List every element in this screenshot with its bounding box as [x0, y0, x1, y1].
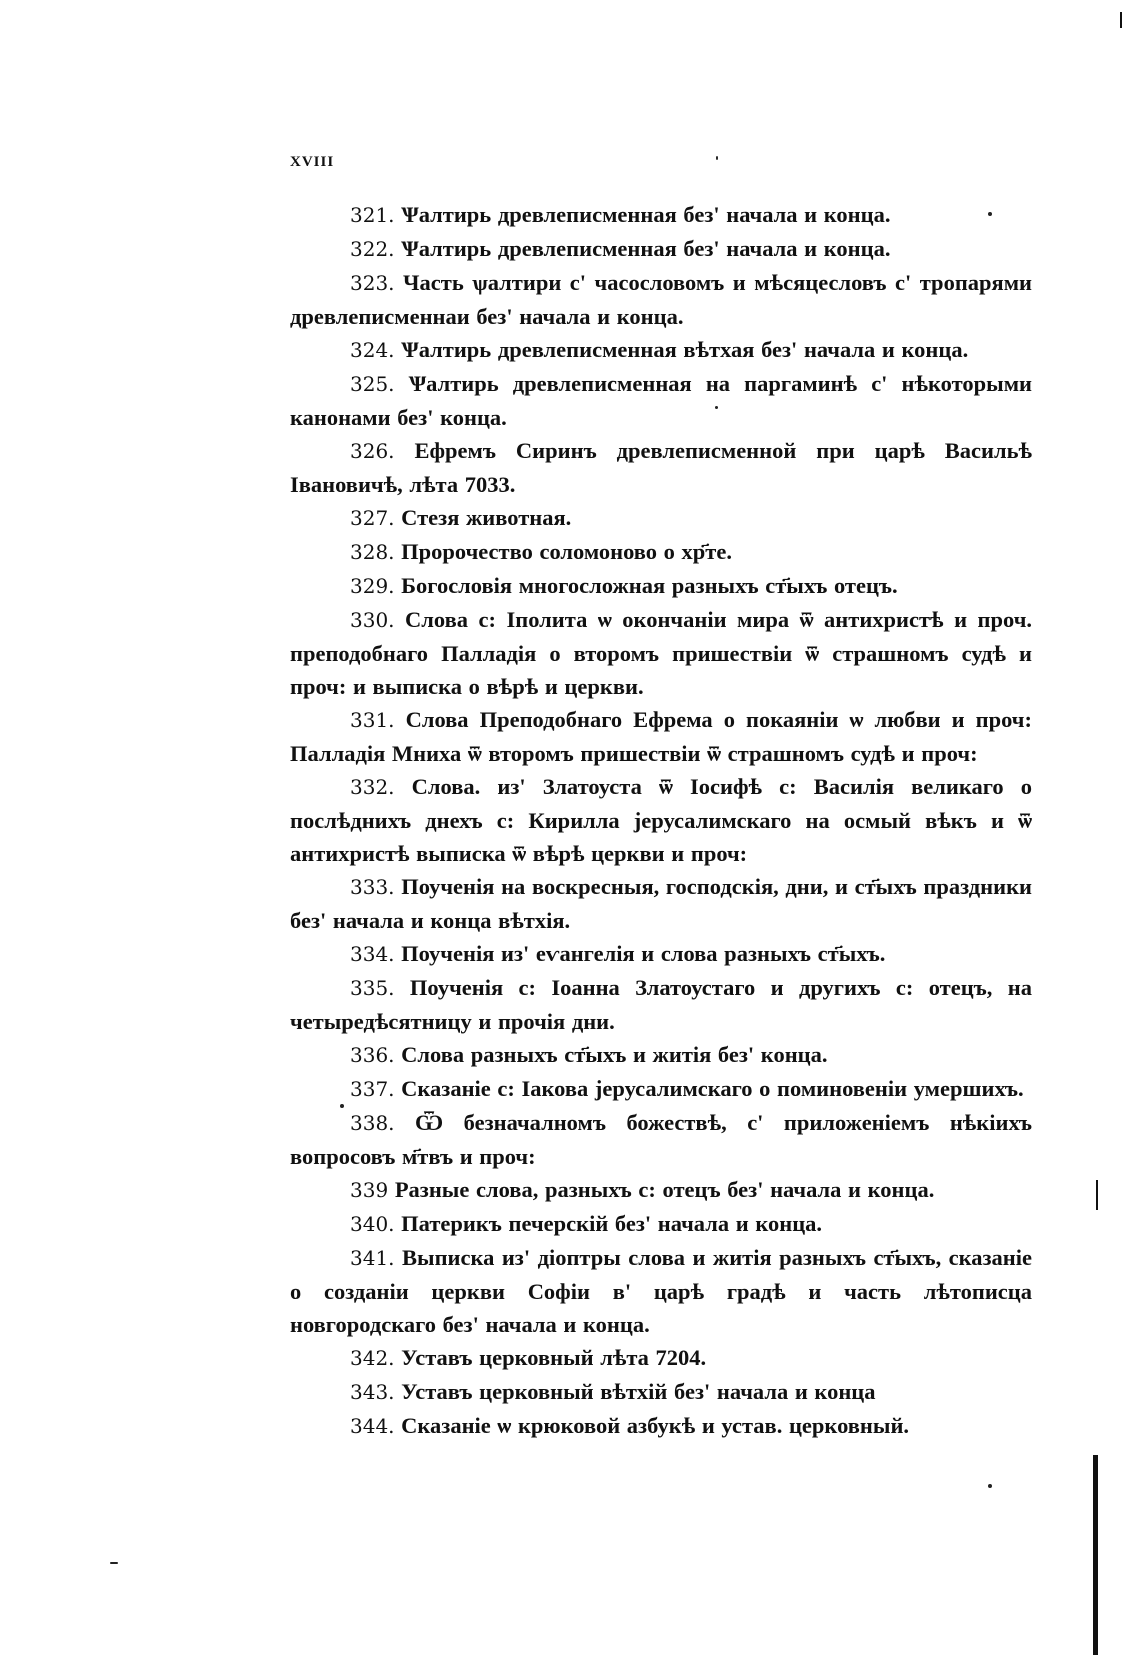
catalog-entry — [290, 1409, 1032, 1443]
entry-number: 326. — [350, 439, 395, 463]
catalog-entry — [290, 1038, 1032, 1072]
entry-text: Разные слова, разныхъ с: отецъ без' начала и конца. — [394, 1177, 935, 1202]
entry-text: Ѱалтирь древлеписменная вѣтхая без' начала и конца. — [401, 337, 969, 362]
entry-text: Поученія с: Іоанна Златоустаго и другихъ с: отецъ, на четыредѣсятницу и прочія дни. — [290, 975, 1033, 1034]
catalog-entry — [290, 1241, 1032, 1341]
scan-edge-line — [1096, 1180, 1098, 1210]
entry-text: Ѱалтирь древлеписменная без' начала и конца. — [401, 202, 891, 227]
entry-number: 339 — [350, 1178, 389, 1202]
scan-speck — [716, 156, 718, 160]
entry-number: 337. — [350, 1077, 395, 1101]
entry-text: Ефремъ Сиринъ древлеписменной при царѣ Васильѣ Івановичѣ, лѣта 7033. — [290, 438, 1032, 497]
scan-speck — [715, 406, 718, 409]
catalog-entry — [290, 232, 1032, 266]
entry-number: 341. — [350, 1246, 395, 1270]
catalog-entry — [290, 971, 1032, 1038]
entry-number: 327. — [350, 506, 395, 530]
catalog-entry — [290, 1341, 1032, 1375]
catalog-entry — [290, 703, 1032, 770]
catalog-entry — [290, 603, 1032, 703]
catalog-entry — [290, 434, 1032, 501]
entry-text: Уставъ церковный лѣта 7204. — [401, 1345, 707, 1370]
entry-number: 342. — [350, 1346, 395, 1370]
catalog-entry — [290, 1207, 1032, 1241]
entry-text: Богословія многосложная разныхъ ст҃ыхъ отецъ. — [401, 573, 898, 598]
entry-number: 340. — [350, 1212, 395, 1236]
entry-number: 333. — [350, 875, 395, 899]
catalog-entry — [290, 770, 1032, 870]
entry-number: 328. — [350, 540, 395, 564]
scan-speck — [340, 1104, 344, 1108]
entry-number: 322. — [350, 237, 395, 261]
entry-text: Слова с: Іполита ѡ окончаніи мира ѿ антихристѣ и проч. преподобнаго Палладія о второмъ пришествіи ѿ страшномъ судѣ и проч: и выписка о вѣрѣ и церкви. — [290, 607, 1033, 699]
entry-text: Ѿ безначалномъ божествѣ, с' приложеніемъ нѣкіихъ вопросовъ м҃твъ и проч: — [290, 1110, 1032, 1169]
entry-number: 323. — [350, 271, 395, 295]
entry-text: Слова разныхъ ст҃ыхъ и житія без' конца. — [401, 1042, 828, 1067]
catalog-entry — [290, 198, 1032, 232]
entry-number: 331. — [350, 708, 395, 732]
entry-text: Выписка из' діоптры слова и житія разныхъ ст҃ыхъ, сказаніе о созданіи церкви Софіи в' царѣ градѣ и часть лѣтописца новгородскаго без' начала и конца. — [290, 1245, 1033, 1337]
catalog-entry — [290, 1375, 1032, 1409]
entry-text: Слова. из' Златоуста ѿ Іосифѣ с: Василія великаго о послѣднихъ днехъ с: Кирилла јерусалимскаго на осмый вѣкъ и ѿ антихристѣ выписка ѿ вѣрѣ церкви и проч: — [290, 774, 1033, 866]
catalog-entry — [290, 870, 1032, 937]
catalog-entry — [290, 501, 1032, 535]
catalog-entries — [290, 198, 1032, 1443]
entry-number: 332. — [350, 775, 395, 799]
scan-speck — [110, 1562, 118, 1564]
catalog-entry — [290, 1173, 1032, 1207]
entry-text: Ѱалтирь древлеписменная на паргаминѣ с' нѣкоторыми канонами без' конца. — [290, 371, 1032, 430]
entry-number: 321. — [350, 203, 395, 227]
entry-text: Слова Преподобнаго Ефрема о покаяніи ѡ любви и проч: Палладія Мниха ѿ второмъ пришествіи ѿ страшномъ судѣ и проч: — [290, 707, 1032, 766]
catalog-entry — [290, 266, 1032, 333]
catalog-entry — [290, 1106, 1032, 1173]
entry-text: Сказаніе с: Іакова јерусалимскаго о поминовеніи умершихъ. — [401, 1076, 1024, 1101]
entry-number: 330. — [350, 608, 395, 632]
entry-text: Стезя животная. — [401, 505, 572, 530]
entry-text: Поученія на воскресныя, господскія, дни, и ст҃ыхъ праздники без' начала и конца вѣтхія. — [290, 874, 1033, 933]
entry-number: 334. — [350, 942, 395, 966]
entry-number: 329. — [350, 574, 395, 598]
catalog-entry — [290, 333, 1032, 367]
catalog-entry — [290, 937, 1032, 971]
entry-number: 343. — [350, 1380, 395, 1404]
entry-text: Патерикъ печерскій без' начала и конца. — [401, 1211, 823, 1236]
scan-edge-line — [1120, 12, 1122, 28]
page-number: xviii — [290, 147, 335, 171]
catalog-entry — [290, 1072, 1032, 1106]
entry-number: 335. — [350, 976, 395, 1000]
entry-text: Сказаніе ѡ крюковой азбукѣ и устав. церковный. — [401, 1413, 910, 1438]
entry-text: Пророчество соломоново о хр҃те. — [401, 539, 732, 564]
entry-number: 324. — [350, 338, 395, 362]
catalog-entry — [290, 535, 1032, 569]
entry-text: Уставъ церковный вѣтхій без' начала и конца — [401, 1379, 876, 1404]
entry-number: 344. — [350, 1414, 395, 1438]
scan-edge-line — [1093, 1455, 1098, 1655]
scan-speck — [988, 1484, 992, 1488]
scan-speck — [988, 212, 992, 216]
entry-text: Поученія из' еѵангелія и слова разныхъ ст҃ыхъ. — [401, 941, 886, 966]
entry-text: Ѱалтирь древлеписменная без' начала и конца. — [401, 236, 891, 261]
entry-number: 336. — [350, 1043, 395, 1067]
catalog-entry — [290, 569, 1032, 603]
catalog-entry — [290, 367, 1032, 434]
entry-number: 325. — [350, 372, 395, 396]
entry-text: Часть ѱалтири с' часословомъ и мѣсяцесловъ с' тропарями древлеписменнаи без' начала и конца. — [290, 270, 1033, 329]
entry-number: 338. — [350, 1111, 395, 1135]
